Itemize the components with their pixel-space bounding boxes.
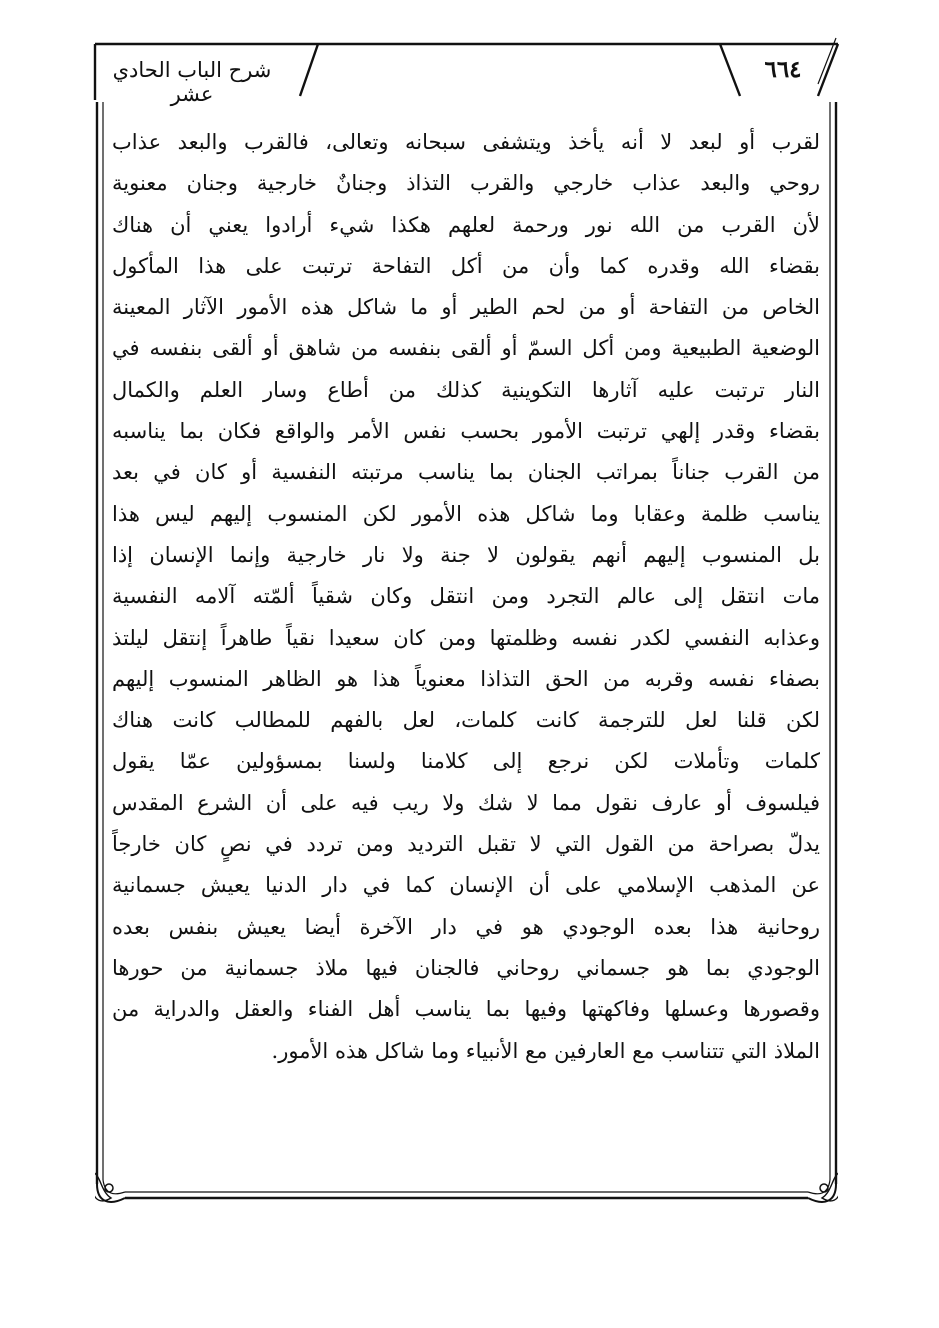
text-line: وعذابه النفسي لكدر نفسه وظلمتها ومن كان سعيدا نقياً طاهراً إنتقل ليلتذ [112,625,820,650]
text-line: الوجودي بما هو جسماني روحاني فالجنان فيها ملاذ جسمانية من حورها [112,955,820,980]
text-line: عن المذهب الإسلامي على أن الإنسان كما في دار الدنيا يعيش جسمانية [112,873,820,898]
text-line: بصفاء نفسه وقربه من الحق التذاذا معنوياً هذا هو الظاهر المنسوب إليهم [112,666,820,691]
page-header [0,0,939,110]
text-line: يدلّ بصراحة من القول التي لا تقبل الترديد ومن تردد في نصٍ كان خارجاً [112,832,820,857]
text-line: مات انتقل إلى عالم التجرد ومن انتقل وكان شقياً ألمّته آلامه النفسية [112,584,820,609]
text-line: لأن القرب من الله نور ورحمة لعلهم هكذا شيء أرادوا يعني أن هناك [112,212,820,237]
text-line: الخاص من التفاحة أو من لحم الطير أو ما شاكل هذه الأمور الآثار المعينة [112,295,820,320]
page-number: ٦٦٤ [764,56,802,83]
text-line: كلمات وتأملات لكن نرجع إلى كلامنا ولسنا بمسؤولين عمّا يقول [112,749,820,774]
text-line: روحي والبعد عذاب خارجي والقرب التذاذ وجنانٌ خارجية وجنان معنوية [112,171,820,196]
text-line: لكن قلنا لعل للترجمة كانت كلمات، لعل بالفهم للمطالب كانت هناك [112,708,820,733]
text-line: بقضاء وقدر إلهي ترتبت الأمور بحسب نفس الأمر والواقع فكان بما يناسبه [112,419,820,444]
text-line: فيلسوف أو عارف نقول مما لا شك ولا ريب فيه على أن الشرع المقدس [112,790,820,815]
text-line: من القرب جناناً بمراتب الجنان بما يناسب مرتبته النفسية أو كان في بعد [112,460,820,485]
text-line: روحانية هذا بعده الوجودي هو في دار الآخرة أيضا يعيش بنفس بعده [112,914,820,939]
text-line: بل المنسوب إليهم أنهم يقولون لا جنة ولا نار خارجية وإنما الإنسان إذا [112,542,820,567]
text-line: وقصورها وعسلها وفاكهتها وفيها بما يناسب أهل الفناء والعقل والدراية من [112,997,820,1022]
text-line: الملاذ التي تتناسب مع العارفين مع الأنبياء وما شاكل هذه الأمور. [271,1038,820,1063]
text-line: بقضاء الله وقدره كما وأن من أكل التفاحة ترتبت على هذا المأكول [112,253,820,278]
body-text [112,122,820,1072]
text-line: لقرب أو لبعد لا أنه يأخذ ويتشفى سبحانه وتعالى، فالقرب والبعد عذاب [112,130,820,154]
text-line: النار ترتبت عليه آثارها التكوينية كذلك من أطاع وسار العلم والكمال [112,377,820,402]
text-line: الوضعية الطبيعية ومن أكل السمّ أو ألقى بنفسه من شاهق أو ألقى بنفسه في [112,336,820,361]
running-book-title: شرح الباب الحادي عشر [112,58,272,106]
text-line: يناسب ظلمة وعقابا وما شاكل هذه الأمور لكن المنسوب إليهم ليس هذا [112,501,820,526]
